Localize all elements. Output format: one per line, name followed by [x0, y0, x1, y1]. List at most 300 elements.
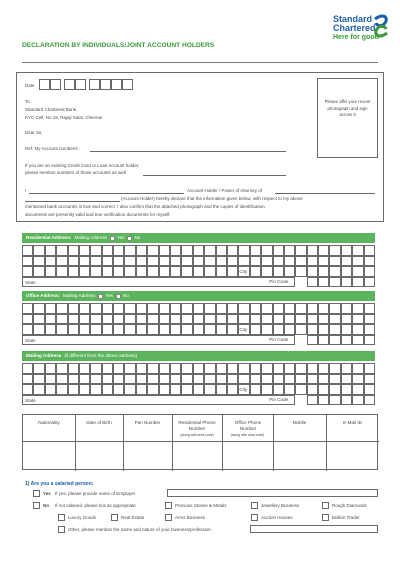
pin-code-box[interactable]: [364, 395, 375, 406]
pin-code-box[interactable]: [352, 277, 363, 288]
address-char-box[interactable]: [124, 303, 135, 314]
address-char-box[interactable]: [193, 384, 204, 395]
address-char-box[interactable]: [193, 374, 204, 385]
address-char-box[interactable]: [318, 266, 329, 277]
address-char-box[interactable]: [56, 363, 67, 374]
address-char-box[interactable]: [147, 245, 158, 256]
address-char-box[interactable]: [79, 314, 90, 325]
address-char-box[interactable]: [159, 245, 170, 256]
address-char-box[interactable]: [295, 324, 306, 335]
state-field[interactable]: [22, 395, 295, 406]
address-char-box[interactable]: [33, 245, 44, 256]
address-char-box[interactable]: [45, 314, 56, 325]
address-char-box[interactable]: [329, 374, 340, 385]
pin-code-box[interactable]: [341, 395, 352, 406]
address-char-box[interactable]: [273, 374, 284, 385]
address-char-box[interactable]: [56, 266, 67, 277]
address-char-box[interactable]: [238, 363, 249, 374]
address-char-box[interactable]: [307, 384, 318, 395]
address-char-box[interactable]: [102, 256, 113, 267]
address-char-box[interactable]: [159, 324, 170, 335]
address-char-box[interactable]: [56, 324, 67, 335]
address-char-box[interactable]: [352, 245, 363, 256]
address-char-box[interactable]: [227, 324, 238, 335]
address-char-box[interactable]: [273, 324, 284, 335]
address-char-box[interactable]: [22, 256, 33, 267]
mailing-address-grid[interactable]: [22, 363, 375, 405]
address-char-box[interactable]: [79, 256, 90, 267]
address-char-box[interactable]: [33, 303, 44, 314]
address-char-box[interactable]: [68, 324, 79, 335]
address-char-box[interactable]: [90, 266, 101, 277]
address-char-box[interactable]: [227, 314, 238, 325]
address-char-box[interactable]: [227, 374, 238, 385]
address-char-box[interactable]: [170, 324, 181, 335]
address-char-box[interactable]: [124, 245, 135, 256]
address-char-box[interactable]: [318, 324, 329, 335]
account-number-field[interactable]: [90, 151, 286, 152]
address-char-box[interactable]: [216, 314, 227, 325]
address-char-box[interactable]: [227, 363, 238, 374]
address-char-box[interactable]: [79, 374, 90, 385]
address-char-box[interactable]: [181, 363, 192, 374]
address-char-box[interactable]: [295, 374, 306, 385]
option-auction-houses-checkbox[interactable]: [251, 514, 258, 521]
salaried-yes-checkbox[interactable]: [33, 490, 40, 497]
state-field[interactable]: [22, 335, 295, 346]
address-char-box[interactable]: [90, 324, 101, 335]
address-char-box[interactable]: [227, 303, 238, 314]
address-char-box[interactable]: [79, 245, 90, 256]
address-char-box[interactable]: [68, 384, 79, 395]
address-char-box[interactable]: [364, 384, 375, 395]
address-char-box[interactable]: [284, 363, 295, 374]
address-char-box[interactable]: [181, 245, 192, 256]
address-char-box[interactable]: [113, 303, 124, 314]
address-char-box[interactable]: [68, 314, 79, 325]
address-char-box[interactable]: [193, 245, 204, 256]
address-char-box[interactable]: [341, 314, 352, 325]
holder-name-field[interactable]: [29, 193, 184, 194]
address-char-box[interactable]: [284, 314, 295, 325]
address-char-box[interactable]: [68, 363, 79, 374]
address-char-box[interactable]: [204, 256, 215, 267]
address-char-box[interactable]: [250, 314, 261, 325]
address-char-box[interactable]: [68, 374, 79, 385]
address-char-box[interactable]: [204, 314, 215, 325]
office-address-grid[interactable]: [22, 303, 375, 345]
address-char-box[interactable]: [45, 363, 56, 374]
address-char-box[interactable]: [170, 256, 181, 267]
address-char-box[interactable]: [238, 303, 249, 314]
address-char-box[interactable]: [329, 256, 340, 267]
address-char-box[interactable]: [364, 266, 375, 277]
address-char-box[interactable]: [113, 363, 124, 374]
address-char-box[interactable]: [273, 384, 284, 395]
date-input[interactable]: [39, 79, 127, 90]
address-char-box[interactable]: [113, 384, 124, 395]
address-char-box[interactable]: [261, 256, 272, 267]
address-char-box[interactable]: [261, 245, 272, 256]
address-char-box[interactable]: [284, 374, 295, 385]
pin-code-box[interactable]: [329, 395, 340, 406]
address-char-box[interactable]: [216, 303, 227, 314]
address-char-box[interactable]: [113, 314, 124, 325]
address-char-box[interactable]: [261, 384, 272, 395]
address-char-box[interactable]: [147, 374, 158, 385]
address-char-box[interactable]: [364, 324, 375, 335]
address-char-box[interactable]: [181, 384, 192, 395]
address-char-box[interactable]: [250, 266, 261, 277]
address-char-box[interactable]: [273, 363, 284, 374]
address-char-box[interactable]: [204, 363, 215, 374]
address-char-box[interactable]: [273, 303, 284, 314]
option-bullion-trader-checkbox[interactable]: [322, 514, 329, 521]
address-char-box[interactable]: [273, 256, 284, 267]
address-char-box[interactable]: [45, 266, 56, 277]
address-char-box[interactable]: [193, 324, 204, 335]
address-char-box[interactable]: [22, 314, 33, 325]
address-char-box[interactable]: [22, 363, 33, 374]
address-char-box[interactable]: [352, 266, 363, 277]
other-profession-field[interactable]: [250, 525, 378, 533]
address-char-box[interactable]: [56, 303, 67, 314]
address-char-box[interactable]: [295, 245, 306, 256]
address-char-box[interactable]: [193, 256, 204, 267]
address-char-box[interactable]: [307, 303, 318, 314]
address-char-box[interactable]: [307, 324, 318, 335]
address-char-box[interactable]: [318, 363, 329, 374]
address-char-box[interactable]: [193, 303, 204, 314]
address-char-box[interactable]: [318, 245, 329, 256]
address-char-box[interactable]: [329, 245, 340, 256]
address-char-box[interactable]: [295, 266, 306, 277]
address-char-box[interactable]: [329, 384, 340, 395]
address-char-box[interactable]: [147, 384, 158, 395]
address-char-box[interactable]: [204, 374, 215, 385]
address-char-box[interactable]: [45, 374, 56, 385]
option-luxury-goods-checkbox[interactable]: [58, 514, 65, 521]
address-char-box[interactable]: [307, 363, 318, 374]
address-char-box[interactable]: [136, 256, 147, 267]
pin-code-box[interactable]: [318, 335, 329, 346]
address-char-box[interactable]: [238, 256, 249, 267]
address-char-box[interactable]: [364, 245, 375, 256]
address-char-box[interactable]: [33, 324, 44, 335]
address-char-box[interactable]: [170, 303, 181, 314]
attorney-name-field[interactable]: [275, 193, 375, 194]
address-char-box[interactable]: [159, 374, 170, 385]
pin-code-box[interactable]: [307, 335, 318, 346]
pin-code-box[interactable]: [329, 277, 340, 288]
pin-code-box[interactable]: [307, 395, 318, 406]
address-char-box[interactable]: [79, 384, 90, 395]
address-char-box[interactable]: [79, 266, 90, 277]
address-char-box[interactable]: [45, 384, 56, 395]
pin-code-box[interactable]: [364, 277, 375, 288]
address-char-box[interactable]: [364, 303, 375, 314]
address-char-box[interactable]: [33, 314, 44, 325]
address-char-box[interactable]: [136, 266, 147, 277]
address-char-box[interactable]: [56, 256, 67, 267]
address-char-box[interactable]: [284, 266, 295, 277]
address-char-box[interactable]: [318, 303, 329, 314]
address-char-box[interactable]: [295, 303, 306, 314]
address-char-box[interactable]: [250, 374, 261, 385]
pin-code-box[interactable]: [341, 335, 352, 346]
address-char-box[interactable]: [250, 245, 261, 256]
address-char-box[interactable]: [136, 384, 147, 395]
address-char-box[interactable]: [181, 256, 192, 267]
address-char-box[interactable]: [216, 363, 227, 374]
address-char-box[interactable]: [216, 324, 227, 335]
address-char-box[interactable]: [227, 256, 238, 267]
option-rough-diamonds-checkbox[interactable]: [322, 502, 329, 509]
address-char-box[interactable]: [56, 374, 67, 385]
address-char-box[interactable]: [102, 324, 113, 335]
address-char-box[interactable]: [22, 303, 33, 314]
address-char-box[interactable]: [102, 314, 113, 325]
address-char-box[interactable]: [284, 256, 295, 267]
address-char-box[interactable]: [33, 266, 44, 277]
pin-code-box[interactable]: [364, 335, 375, 346]
address-char-box[interactable]: [124, 266, 135, 277]
address-char-box[interactable]: [136, 324, 147, 335]
pin-code-box[interactable]: [352, 395, 363, 406]
photo-box[interactable]: [317, 78, 378, 158]
address-char-box[interactable]: [147, 303, 158, 314]
address-char-box[interactable]: [204, 245, 215, 256]
address-char-box[interactable]: [45, 245, 56, 256]
address-char-box[interactable]: [295, 314, 306, 325]
address-char-box[interactable]: [193, 314, 204, 325]
address-char-box[interactable]: [56, 245, 67, 256]
address-char-box[interactable]: [204, 266, 215, 277]
address-char-box[interactable]: [227, 245, 238, 256]
address-char-box[interactable]: [102, 374, 113, 385]
address-char-box[interactable]: [22, 324, 33, 335]
address-char-box[interactable]: [181, 303, 192, 314]
address-char-box[interactable]: [113, 256, 124, 267]
address-char-box[interactable]: [238, 314, 249, 325]
address-char-box[interactable]: [307, 314, 318, 325]
option-other-checkbox[interactable]: [58, 526, 65, 533]
address-char-box[interactable]: [216, 245, 227, 256]
option-precious-stones-checkbox[interactable]: [165, 502, 172, 509]
address-char-box[interactable]: [45, 303, 56, 314]
address-char-box[interactable]: [170, 314, 181, 325]
address-char-box[interactable]: [170, 245, 181, 256]
address-char-box[interactable]: [341, 256, 352, 267]
address-char-box[interactable]: [79, 303, 90, 314]
address-char-box[interactable]: [307, 266, 318, 277]
address-char-box[interactable]: [329, 324, 340, 335]
pin-code-box[interactable]: [329, 335, 340, 346]
address-char-box[interactable]: [318, 374, 329, 385]
address-char-box[interactable]: [352, 374, 363, 385]
address-char-box[interactable]: [90, 245, 101, 256]
address-char-box[interactable]: [341, 303, 352, 314]
address-char-box[interactable]: [250, 256, 261, 267]
address-char-box[interactable]: [307, 256, 318, 267]
address-char-box[interactable]: [124, 374, 135, 385]
address-char-box[interactable]: [79, 363, 90, 374]
address-char-box[interactable]: [352, 256, 363, 267]
address-char-box[interactable]: [170, 384, 181, 395]
address-char-box[interactable]: [341, 324, 352, 335]
address-char-box[interactable]: [147, 363, 158, 374]
address-char-box[interactable]: [113, 245, 124, 256]
pin-code-box[interactable]: [341, 277, 352, 288]
address-char-box[interactable]: [352, 324, 363, 335]
account-holder-field[interactable]: [25, 201, 120, 202]
address-char-box[interactable]: [193, 363, 204, 374]
address-char-box[interactable]: [250, 324, 261, 335]
address-char-box[interactable]: [147, 266, 158, 277]
address-char-box[interactable]: [102, 303, 113, 314]
address-char-box[interactable]: [341, 374, 352, 385]
address-char-box[interactable]: [22, 245, 33, 256]
address-char-box[interactable]: [124, 384, 135, 395]
address-char-box[interactable]: [170, 266, 181, 277]
address-char-box[interactable]: [102, 245, 113, 256]
address-char-box[interactable]: [284, 303, 295, 314]
address-char-box[interactable]: [147, 324, 158, 335]
option-arms-business-checkbox[interactable]: [165, 514, 172, 521]
pin-code-box[interactable]: [307, 277, 318, 288]
address-char-box[interactable]: [33, 374, 44, 385]
address-char-box[interactable]: [341, 245, 352, 256]
address-char-box[interactable]: [147, 314, 158, 325]
address-char-box[interactable]: [227, 384, 238, 395]
pin-code-box[interactable]: [352, 335, 363, 346]
address-char-box[interactable]: [102, 363, 113, 374]
address-char-box[interactable]: [341, 384, 352, 395]
address-char-box[interactable]: [79, 324, 90, 335]
address-char-box[interactable]: [352, 363, 363, 374]
address-char-box[interactable]: [90, 314, 101, 325]
address-char-box[interactable]: [90, 374, 101, 385]
address-char-box[interactable]: [364, 374, 375, 385]
address-char-box[interactable]: [113, 374, 124, 385]
address-char-box[interactable]: [159, 314, 170, 325]
office-mailing-no-checkbox[interactable]: [116, 294, 121, 299]
address-char-box[interactable]: [318, 314, 329, 325]
address-char-box[interactable]: [22, 374, 33, 385]
address-char-box[interactable]: [181, 314, 192, 325]
address-char-box[interactable]: [45, 324, 56, 335]
address-char-box[interactable]: [124, 363, 135, 374]
address-char-box[interactable]: [250, 384, 261, 395]
address-char-box[interactable]: [307, 374, 318, 385]
address-char-box[interactable]: [181, 266, 192, 277]
address-char-box[interactable]: [238, 245, 249, 256]
address-char-box[interactable]: [22, 266, 33, 277]
address-char-box[interactable]: [68, 303, 79, 314]
address-char-box[interactable]: [68, 256, 79, 267]
residential-mailing-yes-checkbox[interactable]: [110, 236, 115, 241]
address-char-box[interactable]: [273, 245, 284, 256]
address-char-box[interactable]: [90, 256, 101, 267]
address-char-box[interactable]: [318, 256, 329, 267]
address-char-box[interactable]: [113, 324, 124, 335]
address-char-box[interactable]: [193, 266, 204, 277]
address-char-box[interactable]: [273, 266, 284, 277]
address-char-box[interactable]: [136, 314, 147, 325]
address-char-box[interactable]: [352, 314, 363, 325]
office-mailing-yes-checkbox[interactable]: [98, 294, 103, 299]
address-char-box[interactable]: [147, 256, 158, 267]
address-char-box[interactable]: [181, 324, 192, 335]
existing-accounts-field[interactable]: [143, 175, 286, 176]
address-char-box[interactable]: [45, 256, 56, 267]
address-char-box[interactable]: [284, 384, 295, 395]
address-char-box[interactable]: [295, 363, 306, 374]
address-char-box[interactable]: [341, 363, 352, 374]
address-char-box[interactable]: [261, 314, 272, 325]
address-char-box[interactable]: [329, 266, 340, 277]
address-char-box[interactable]: [113, 266, 124, 277]
address-char-box[interactable]: [204, 384, 215, 395]
address-char-box[interactable]: [124, 256, 135, 267]
address-char-box[interactable]: [273, 314, 284, 325]
salaried-no-checkbox[interactable]: [33, 502, 40, 509]
address-char-box[interactable]: [284, 324, 295, 335]
state-field[interactable]: [22, 277, 295, 288]
address-char-box[interactable]: [159, 256, 170, 267]
address-char-box[interactable]: [68, 266, 79, 277]
address-char-box[interactable]: [102, 266, 113, 277]
address-char-box[interactable]: [261, 374, 272, 385]
option-jewellery-checkbox[interactable]: [251, 502, 258, 509]
address-char-box[interactable]: [170, 374, 181, 385]
address-char-box[interactable]: [216, 256, 227, 267]
pin-code-box[interactable]: [318, 277, 329, 288]
address-char-box[interactable]: [261, 363, 272, 374]
address-char-box[interactable]: [68, 245, 79, 256]
address-char-box[interactable]: [136, 374, 147, 385]
address-char-box[interactable]: [318, 384, 329, 395]
address-char-box[interactable]: [33, 384, 44, 395]
address-char-box[interactable]: [159, 363, 170, 374]
address-char-box[interactable]: [307, 245, 318, 256]
address-char-box[interactable]: [124, 324, 135, 335]
address-char-box[interactable]: [295, 256, 306, 267]
address-char-box[interactable]: [124, 314, 135, 325]
address-char-box[interactable]: [295, 384, 306, 395]
address-char-box[interactable]: [204, 303, 215, 314]
address-char-box[interactable]: [216, 384, 227, 395]
address-char-box[interactable]: [250, 303, 261, 314]
address-char-box[interactable]: [284, 245, 295, 256]
address-char-box[interactable]: [33, 256, 44, 267]
address-char-box[interactable]: [159, 303, 170, 314]
address-char-box[interactable]: [227, 266, 238, 277]
address-char-box[interactable]: [136, 245, 147, 256]
pin-code-box[interactable]: [318, 395, 329, 406]
address-char-box[interactable]: [136, 303, 147, 314]
address-char-box[interactable]: [33, 363, 44, 374]
address-char-box[interactable]: [159, 266, 170, 277]
address-char-box[interactable]: [90, 363, 101, 374]
address-char-box[interactable]: [352, 384, 363, 395]
address-char-box[interactable]: [216, 374, 227, 385]
address-char-box[interactable]: [181, 374, 192, 385]
address-char-box[interactable]: [261, 324, 272, 335]
address-char-box[interactable]: [216, 266, 227, 277]
address-char-box[interactable]: [329, 363, 340, 374]
residential-mailing-no-checkbox[interactable]: [127, 236, 132, 241]
